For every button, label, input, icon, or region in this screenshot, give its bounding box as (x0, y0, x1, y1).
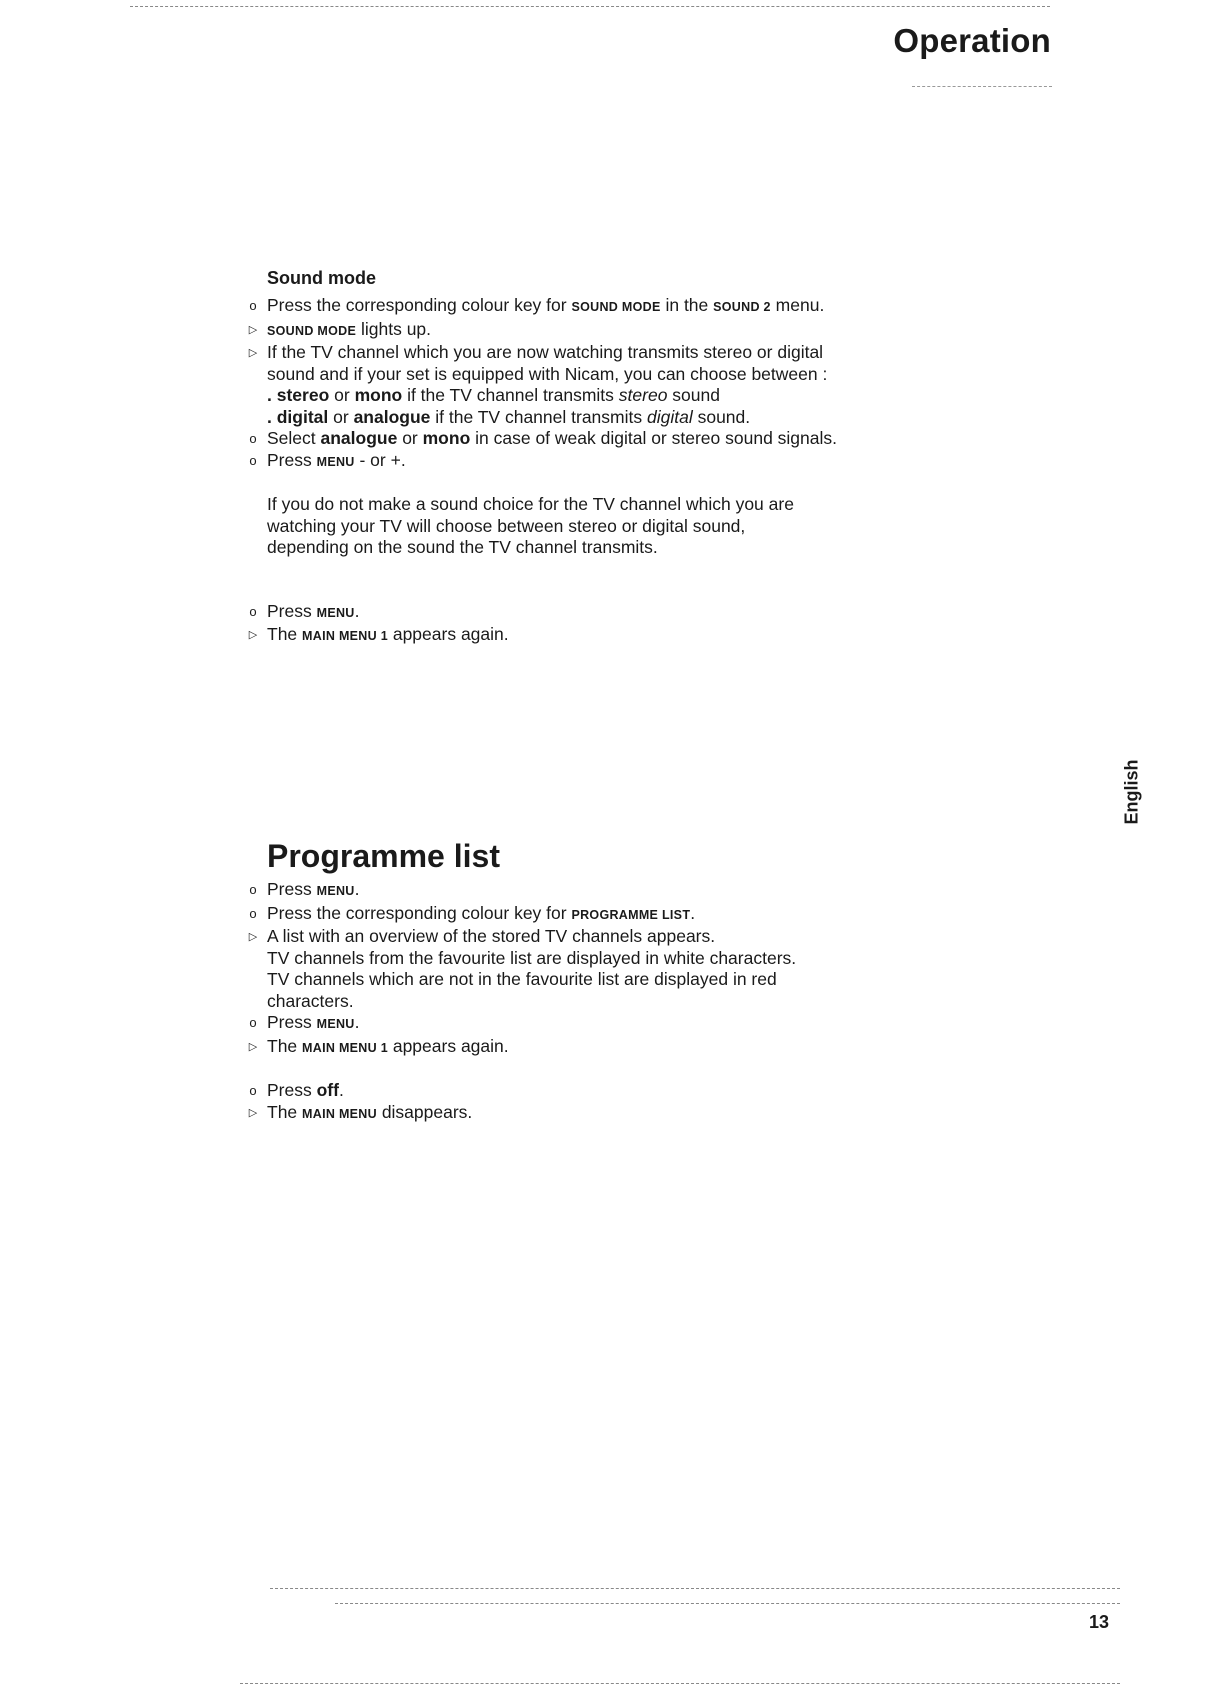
step-bullet-icon (245, 1012, 261, 1035)
instruction-step: o Press MENU. (245, 879, 945, 903)
bottom-border-line (240, 1683, 1120, 1684)
step-bullet-icon (245, 601, 261, 624)
language-tab (1112, 752, 1152, 832)
text-line: TV channels which are not in the favourite list are displayed in red (267, 969, 777, 989)
step-bullet-icon (245, 295, 261, 318)
step-bullet-icon (245, 879, 261, 902)
step-bullet-icon (245, 1080, 261, 1103)
text-line: characters. (267, 990, 354, 1011)
result-arrow-icon (245, 342, 261, 365)
result-arrow-icon (245, 926, 261, 949)
result-step: ▷ The MAIN MENU 1 appears again. (245, 624, 945, 648)
page-title: Operation (893, 22, 1051, 59)
result-step: ▷ The MAIN MENU 1 appears again. (245, 1036, 945, 1060)
instruction-step: o Press off. (245, 1080, 945, 1102)
text-line: TV channels from the favourite list are displayed in white characters. (267, 947, 797, 968)
instruction-step: o Press MENU - or +. (245, 450, 945, 474)
sound-mode-section (245, 268, 945, 648)
programme-list-section (245, 838, 945, 1125)
note-line: watching your TV will choose between stereo or digital sound, (267, 515, 746, 536)
result-step: ▷ SOUND MODE lights up. (245, 319, 945, 343)
instruction-step: o Press the corresponding colour key for PROGRAMME LIST. (245, 903, 945, 927)
step-bullet-icon (245, 450, 261, 473)
result-step: ▷ A list with an overview of the stored TV channels appears. (245, 926, 945, 948)
result-arrow-icon (245, 624, 261, 647)
note-line: If you do not make a sound choice for the TV channel which you are (267, 494, 794, 514)
step-bullet-icon (245, 903, 261, 926)
result-step: ▷ The MAIN MENU disappears. (245, 1102, 945, 1126)
bottom-rule-2 (335, 1603, 1120, 1604)
step-bullet-icon (245, 428, 261, 451)
result-arrow-icon (245, 1102, 261, 1125)
instruction-step: o Press the corresponding colour key for SOUND MODE in the SOUND 2 menu. (245, 295, 945, 319)
header-underline (912, 86, 1052, 87)
sound-mode-heading: Sound mode (267, 268, 376, 288)
bottom-rule-1 (270, 1588, 1120, 1589)
result-arrow-icon (245, 319, 261, 342)
instruction-step: o Select analogue or mono in case of weak digital or stereo sound signals. (245, 428, 945, 450)
note-line: depending on the sound the TV channel transmits. (267, 537, 658, 557)
result-step: ▷ If the TV channel which you are now watching transmits stereo or digital (245, 342, 945, 364)
instruction-step: o Press MENU. (245, 601, 945, 625)
page-number: 13 (1088, 1612, 1109, 1632)
top-border-line (130, 6, 1050, 7)
text-line: . digital or analogue if the TV channel transmits digital sound. (267, 406, 751, 427)
text-line: . stereo or mono if the TV channel transmits stereo sound (267, 385, 720, 405)
instruction-step: o Press MENU. (245, 1012, 945, 1036)
language-tab-label: English (1121, 759, 1142, 825)
result-arrow-icon (245, 1036, 261, 1059)
text-line: sound and if your set is equipped with Nicam, you can choose between : (267, 363, 828, 384)
section-title: Programme list (267, 838, 500, 874)
